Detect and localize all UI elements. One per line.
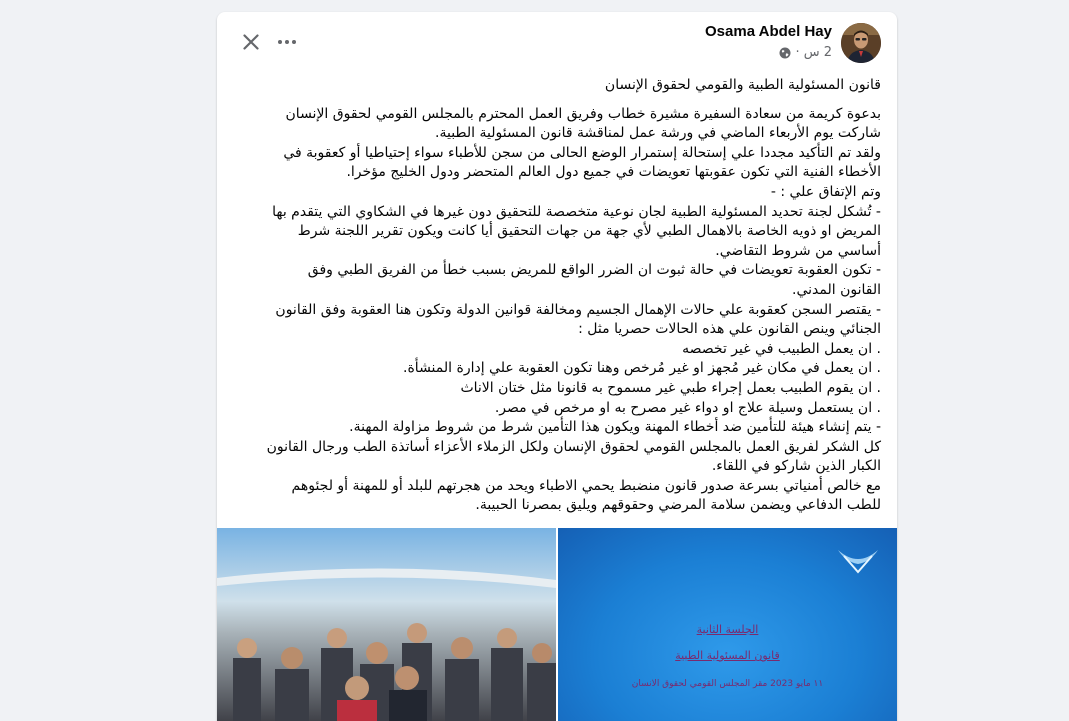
post-line: - تكون العقوبة تعويضات في حالة ثبوت ان الضرر الواقع للمريض بسبب خطأ من الفريق الطبي وفق — [307, 262, 881, 279]
post-line: للطب الدفاعي ويضمن سلامة المرضي وحقوقهم ويليق بمصرنا الحبيبة. — [475, 497, 881, 514]
post-time[interactable]: 2 س · — [795, 45, 832, 60]
post-text — [217, 76, 897, 516]
post-line: - تُشكل لجنة تحديد المسئولية الطبية لجان نوعية متخصصة للتحقيق دون غيرها في الشكاوي التي يتقدم بها — [272, 203, 881, 220]
post-line: . ان يستعمل وسيلة علاج او دواء غير مصرح به او مرخص في مصر. — [494, 399, 881, 416]
post-line: شاركت يوم الأربعاء الماضي في ورشة عمل لمناقشة قانون المسئولية الطبية. — [435, 125, 881, 142]
post-line: القانون المدني. — [792, 281, 881, 298]
slide-line-2: قانون المسئولية الطبية — [675, 649, 780, 662]
author-name[interactable]: Osama Abdel Hay — [705, 23, 832, 40]
post-line: . ان يعمل الطبيب في غير تخصصه — [682, 340, 881, 357]
more-options-icon[interactable] — [273, 28, 301, 56]
close-icon[interactable] — [237, 28, 265, 56]
post-line: الجنائي وينص القانون علي هذه الحالات حصريا مثل : — [578, 321, 881, 338]
post-lines — [233, 105, 881, 516]
post-line: أساسي من شروط التقاضي. — [715, 242, 881, 259]
post-line: الكبار الذين شاركو في اللقاء. — [711, 458, 881, 475]
globe-icon — [779, 47, 791, 59]
post-meta — [779, 45, 832, 60]
slide-photo[interactable] — [558, 528, 897, 721]
post-line: كل الشكر لفريق العمل بالمجلس القومي لحقوق الإنسان ولكل الزملاء الأعزاء أساتذة الطب ورجال القانون — [266, 438, 881, 455]
post-line: . ان يقوم الطبيب بعمل إجراء طبي غير مسموح به قانونا مثل ختان الاناث — [460, 379, 881, 396]
post-photos — [217, 528, 897, 721]
post-line: بدعوة كريمة من سعادة السفيرة مشيرة خطاب وفريق العمل المحترم بالمجلس القومي لحقوق الإنسان — [285, 105, 881, 122]
post-line: وتم الإتفاق علي : - — [770, 183, 881, 200]
post-line: ولقد تم التأكيد مجددا علي إستحالة إستمرار الوضع الحالى من سجن للأطباء سواء إحتياطيا أو كعقوبة في — [283, 144, 881, 161]
post-line: - يتم إنشاء هيئة للتأمين ضد أخطاء المهنة ويكون هذا التأمين شرط من شروط مزاولة المهنة. — [349, 419, 881, 436]
post-line: المريض او ذويه الخاصة بالاهمال الطبي لأي جهة من جهات التحقيق أيا كانت ويكون تقرير اللجنة شرط — [297, 223, 881, 240]
post-line: - يقتصر السجن كعقوبة علي حالات الإهمال الجسيم ومخالفة قوانين الدولة وتكون هنا العقوبة وفق القانون — [275, 301, 881, 318]
post-card — [217, 12, 897, 721]
group-photo[interactable] — [217, 528, 556, 721]
post-title: قانون المسئولية الطبية والقومي لحقوق الإنسان — [604, 77, 881, 93]
slide-line-1: الجلسة الثانية — [696, 623, 759, 636]
post-header — [217, 12, 897, 76]
slide-line-3: ١١ مايو 2023 مقر المجلس القومي لحقوق الانسان — [631, 679, 824, 689]
post-line: الأخطاء الفنية التي تكون عقوبتها تعويضات في جميع دول العالم المتحضر ودول الخليج مؤخرا. — [346, 164, 881, 181]
post-line: . ان يعمل في مكان غير مُجهز او غير مُرخص وهنا تكون العقوبة علي إدارة المنشأة. — [403, 360, 881, 377]
post-line: مع خالص أمنياتي بسرعة صدور قانون منضبط يحمي الاطباء ويحد من هجرتهم للبلد أو للمهنة أو لجئوهم — [291, 477, 881, 494]
author-avatar[interactable] — [841, 23, 881, 63]
